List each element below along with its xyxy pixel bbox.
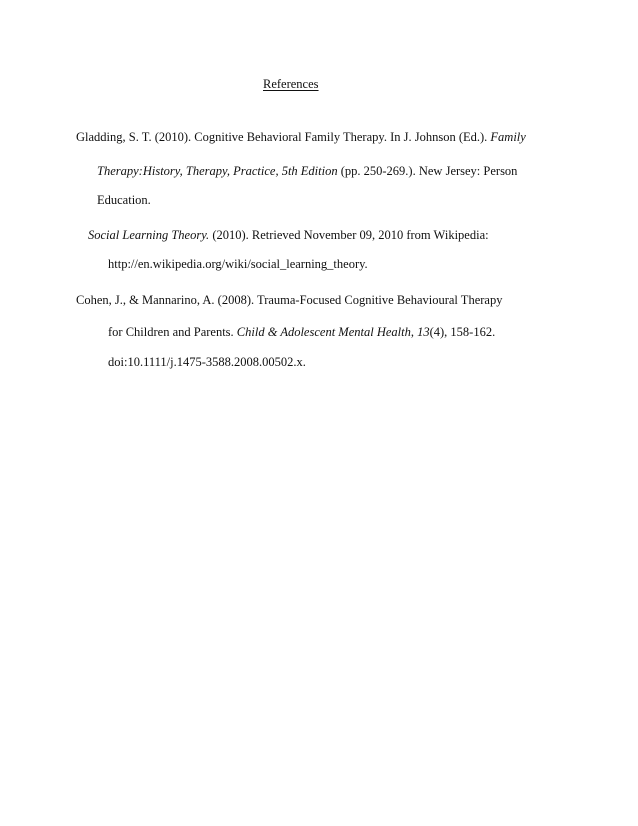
reference-3-volume: 13 [417,325,430,339]
reference-3-journal: Child & Adolescent Mental Health [236,325,411,339]
reference-3-line-3 [108,354,306,370]
reference-1-line-1 [76,129,526,145]
reference-3-line-2 [108,324,495,340]
references-heading: References [263,77,319,91]
reference-1-line-2 [97,163,517,179]
reference-1-title-part2: Therapy:History, Therapy, Practice, 5th Edition [97,164,338,178]
reference-1-line-3 [97,192,151,208]
reference-3-issue-pages: (4), 158-162. [429,325,496,339]
reference-1-pages-publisher: (pp. 250-269.). New Jersey: Person [337,164,518,178]
reference-2-retrieved: (2010). Retrieved November 09, 2010 from Wikipedia: [209,228,489,242]
reference-3-lead: for Children and Parents. [108,325,237,339]
reference-3-comma: , [410,325,418,339]
reference-1-author: Gladding, S. T. (2010). Cognitive Behavioral Family Therapy. In J. Johnson (Ed.). [76,130,491,144]
reference-2-line-1 [88,227,489,243]
reference-1-title-part1: Family [490,130,526,144]
reference-2-title: Social Learning Theory. [88,228,210,242]
reference-3-author: Cohen, J., & Mannarino, A. (2008). Trauma-Focused Cognitive Behavioural Therapy [76,293,503,307]
reference-2-line-2 [108,256,368,272]
reference-3-line-1 [76,292,502,308]
reference-3-doi: doi:10.1111/j.1475-3588.2008.00502.x. [108,355,306,369]
reference-1-tail: Education. [97,193,151,207]
reference-2-url: http://en.wikipedia.org/wiki/social_learning_theory. [108,257,368,271]
